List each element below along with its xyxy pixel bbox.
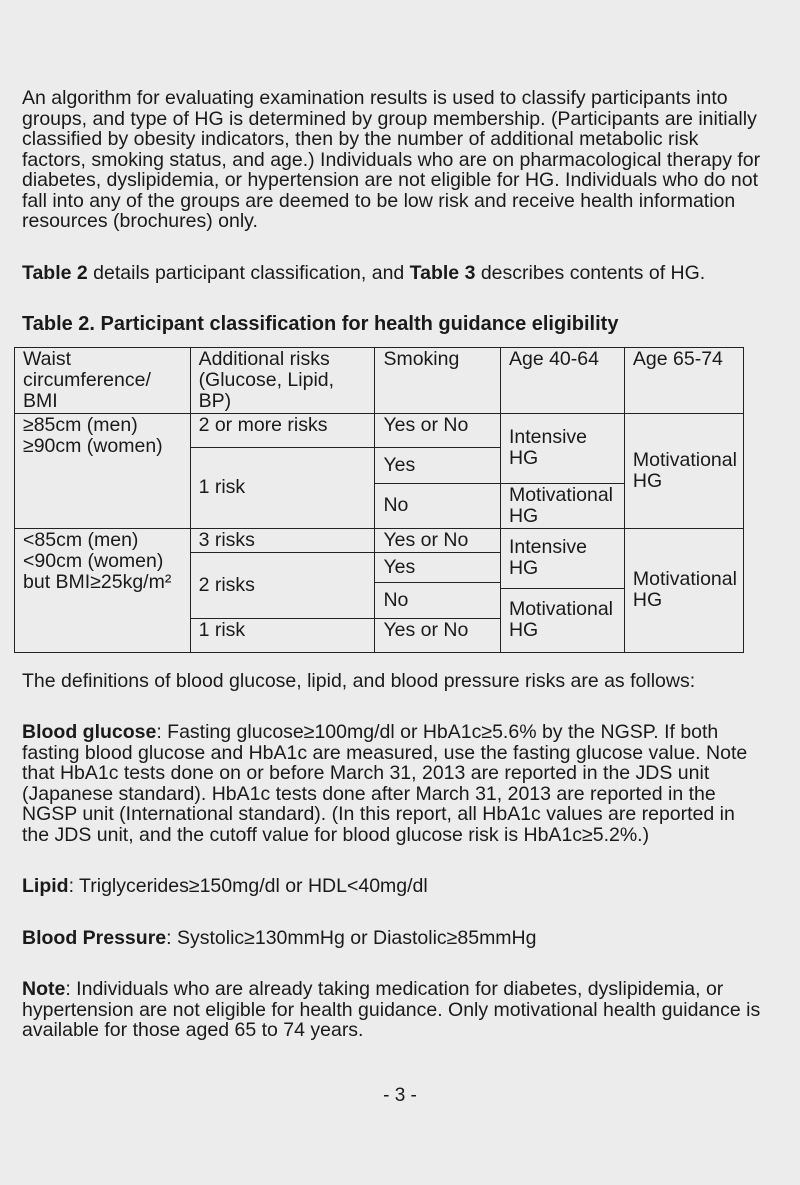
header-age-40-64: Age 40-64 xyxy=(500,347,624,413)
table-title: Table 2. Participant classification for health guidance eligibility xyxy=(22,313,619,335)
intro-paragraph: An algorithm for evaluating examination results is used to classify participants into groups, and type of HG is determined by group membership. (Participants are initially classified by obesity indicators, then by the number of additional metabolic risk factors, smoking status, and age.) Individuals who are on pharmacological therapy for diabetes, dyslipidemia, or hypertension are not eligible for HG. Individuals who do not fall into any of the groups are deemed to be low risk and receive health information resources (brochures) only. xyxy=(22,87,761,232)
page-number: - 3 - xyxy=(383,1085,417,1106)
g1-risk1-yes-cell: Yes xyxy=(375,447,501,483)
glucose-definition xyxy=(22,722,762,845)
g2-risk2-no-cell: No xyxy=(375,582,501,618)
table3-ref: Table 3 xyxy=(409,261,476,284)
g1-risk1-cell: 1 risk xyxy=(190,447,375,528)
bp-label: Blood Pressure xyxy=(22,926,167,949)
g1-age65-cell: Motivational HG xyxy=(624,413,743,528)
g1-risk2-smoking-cell: Yes or No xyxy=(375,413,501,447)
definitions-intro: The definitions of blood glucose, lipid, and blood pressure risks are as follows: xyxy=(22,669,696,692)
table-ref-end: describes contents of HG. xyxy=(475,261,706,284)
note-text: : Individuals who are already taking medication for diabetes, dyslipidemia, or hypertension are not eligible for health guidance. Only motivational health guidance is available for those aged 65 to 74 years. xyxy=(22,978,761,1041)
g2-obesity-cell: <85cm (men) <90cm (women) but BMI≥25kg/m² xyxy=(15,528,191,652)
header-additional-risks: Additional risks (Glucose, Lipid, BP) xyxy=(190,347,375,413)
bp-text: : Systolic≥130mmHg or Diastolic≥85mmHg xyxy=(166,926,537,949)
g2-intensive-cell: Intensive HG xyxy=(500,528,624,588)
g1-obesity-cell: ≥85cm (men) ≥90cm (women) xyxy=(15,413,191,528)
glucose-text: : Fasting glucose≥100mg/dl or HbA1c≥5.6% by the NGSP. If both fasting blood glucose and HbA1c are measured, use the fasting glucose value. Note that HbA1c tests done on or before March 31, 2013 are reported in the JDS unit (Japanese standard). HbA1c tests done after March 31, 2013 are reported in the NGSP unit (International standard). (In this report, all HbA1c values are reported in the JDS unit, and the cutoff value for blood glucose risk is HbA1c≥5.2%.) xyxy=(22,721,748,846)
lipid-definition xyxy=(22,876,762,897)
classification-table xyxy=(14,347,744,653)
note-label: Note xyxy=(22,978,66,1000)
table2-ref: Table 2 xyxy=(22,261,88,284)
g2-risk3-cell: 3 risks xyxy=(190,528,375,552)
lipid-label: Lipid xyxy=(22,875,69,897)
header-smoking: Smoking xyxy=(375,347,501,413)
table-header-row xyxy=(15,347,744,413)
note-paragraph xyxy=(22,979,762,1041)
document-page xyxy=(22,88,762,1072)
lipid-text: : Triglycerides≥150mg/dl or HDL<40mg/dl xyxy=(68,875,428,897)
g1-risk2-cell: 2 or more risks xyxy=(190,413,375,447)
g2-risk1-cell: 1 risk xyxy=(190,618,375,652)
table-row xyxy=(15,413,744,447)
g2-risk2-cell: 2 risks xyxy=(190,552,375,618)
table-row xyxy=(15,528,744,552)
g2-motivational-cell: Motivational HG xyxy=(500,588,624,652)
g1-risk1-no-hg-cell: Motivational HG xyxy=(500,483,624,528)
glucose-label: Blood glucose xyxy=(22,721,157,743)
g1-intensive-cell: Intensive HG xyxy=(500,413,624,483)
bp-definition xyxy=(22,928,762,949)
header-age-65-74: Age 65-74 xyxy=(624,347,743,413)
table-reference-paragraph xyxy=(22,263,762,284)
header-waist-bmi: Waist circumference/ BMI xyxy=(15,347,191,413)
table-ref-mid: details participant classification, and xyxy=(87,261,410,284)
g2-risk1-smoking-cell: Yes or No xyxy=(375,618,501,652)
g2-risk3-smoking-cell: Yes or No xyxy=(375,528,501,552)
g1-risk1-no-cell: No xyxy=(375,483,501,528)
g2-risk2-yes-cell: Yes xyxy=(375,552,501,582)
g2-age65-cell: Motivational HG xyxy=(624,528,743,652)
